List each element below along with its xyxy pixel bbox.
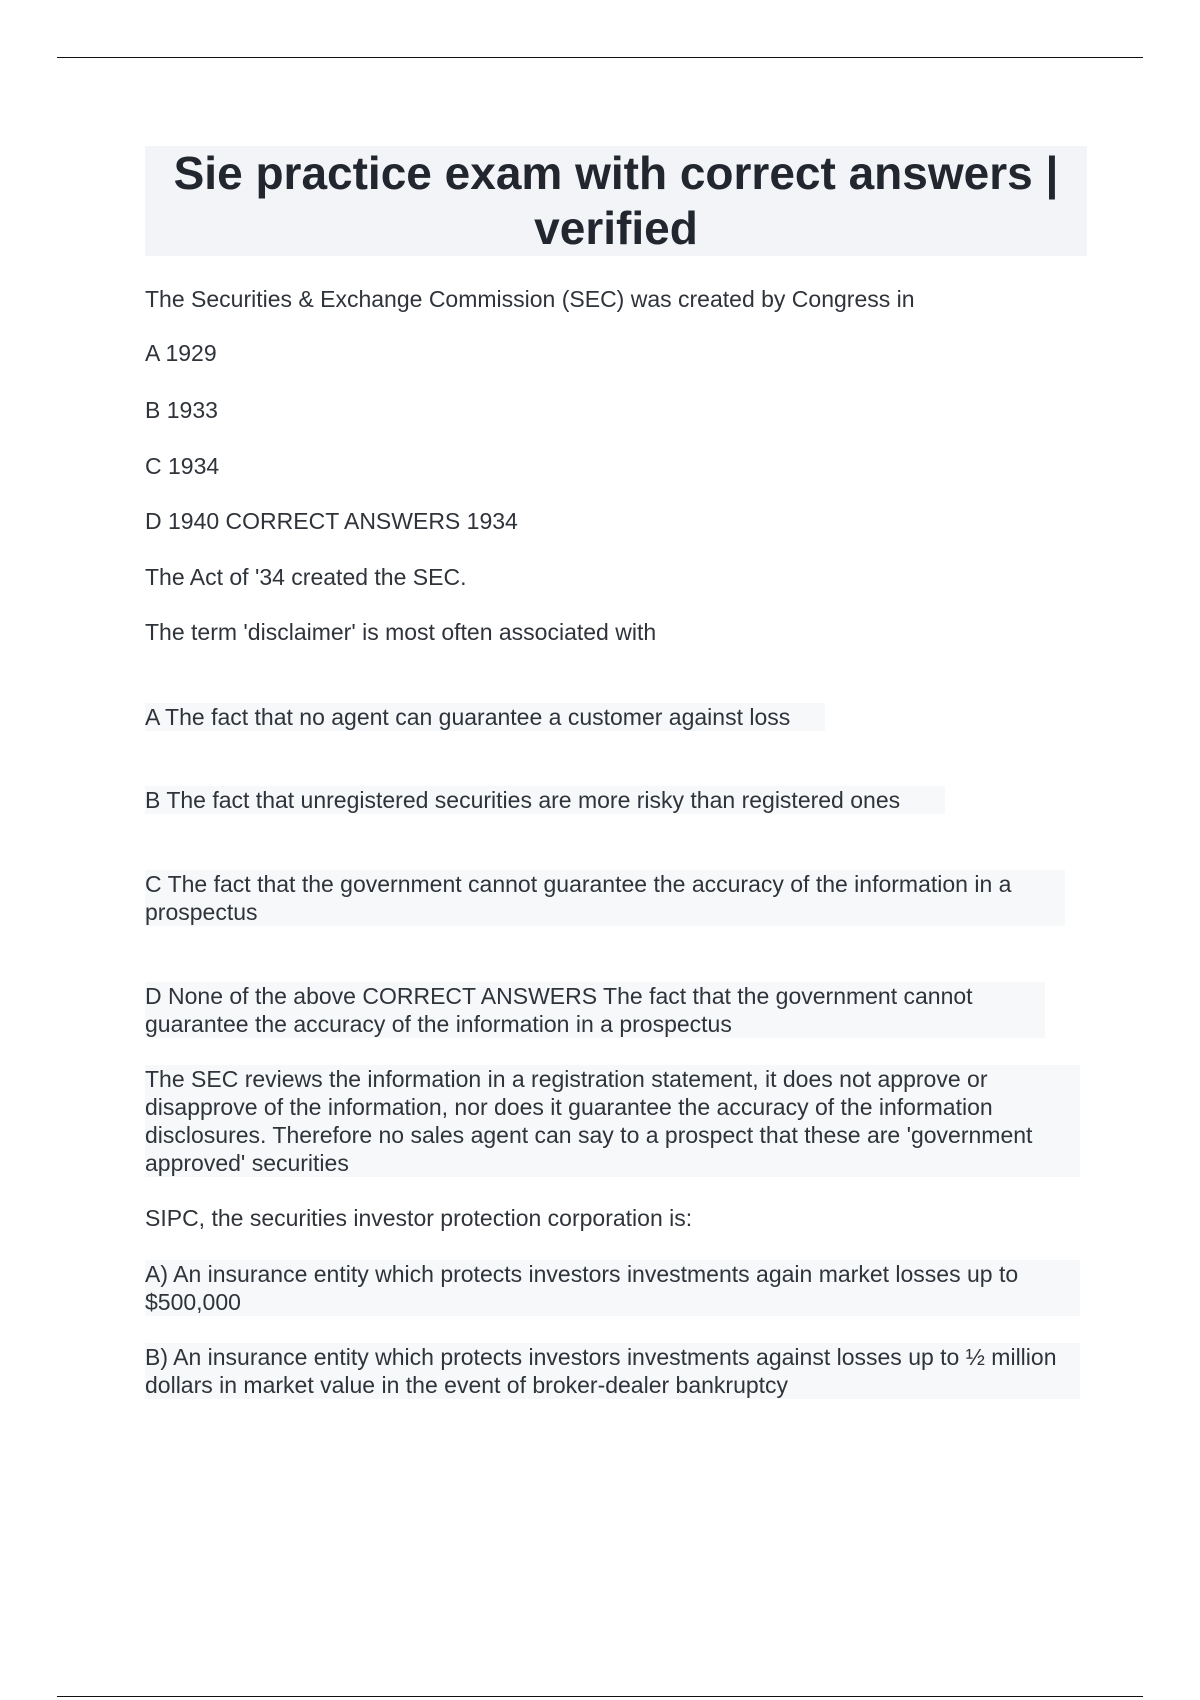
question-2-option-d-answer: D None of the above CORRECT ANSWERS The fact that the government cannot guarantee the accuracy of the information in a prospectus xyxy=(145,982,1045,1038)
question-1-option-c: C 1934 xyxy=(145,453,220,479)
question-1-option-d-answer: D 1940 CORRECT ANSWERS 1934 xyxy=(145,508,518,534)
question-2-option-b: B The fact that unregistered securities are more risky than registered ones xyxy=(145,786,945,814)
question-3-text: SIPC, the securities investor protection corporation is: xyxy=(145,1205,693,1231)
top-divider xyxy=(57,57,1143,58)
question-2-text: The term 'disclaimer' is most often associated with xyxy=(145,619,657,645)
question-1-explanation: The Act of '34 created the SEC. xyxy=(145,564,467,590)
bottom-divider xyxy=(57,1696,1143,1697)
question-1-option-b: B 1933 xyxy=(145,397,218,423)
question-2-option-a: A The fact that no agent can guarantee a customer against loss xyxy=(145,703,825,731)
question-1-text: The Securities & Exchange Commission (SEC) was created by Congress in xyxy=(145,286,915,312)
question-3-option-b: B) An insurance entity which protects investors investments against losses up to ½ million dollars in market value in the event of broker-dealer bankruptcy xyxy=(145,1343,1080,1399)
page-title: Sie practice exam with correct answers | verified xyxy=(145,146,1087,256)
question-2-explanation: The SEC reviews the information in a registration statement, it does not approve or disapprove of the information, nor does it guarantee the accuracy of the information disclosures. Therefore no sales agent can say to a prospect that these are 'government approved' securities xyxy=(145,1065,1080,1177)
question-1-option-a: A 1929 xyxy=(145,340,217,366)
question-2-option-c: C The fact that the government cannot guarantee the accuracy of the information in a prospectus xyxy=(145,870,1065,926)
question-3-option-a: A) An insurance entity which protects investors investments again market losses up to $500,000 xyxy=(145,1260,1080,1316)
